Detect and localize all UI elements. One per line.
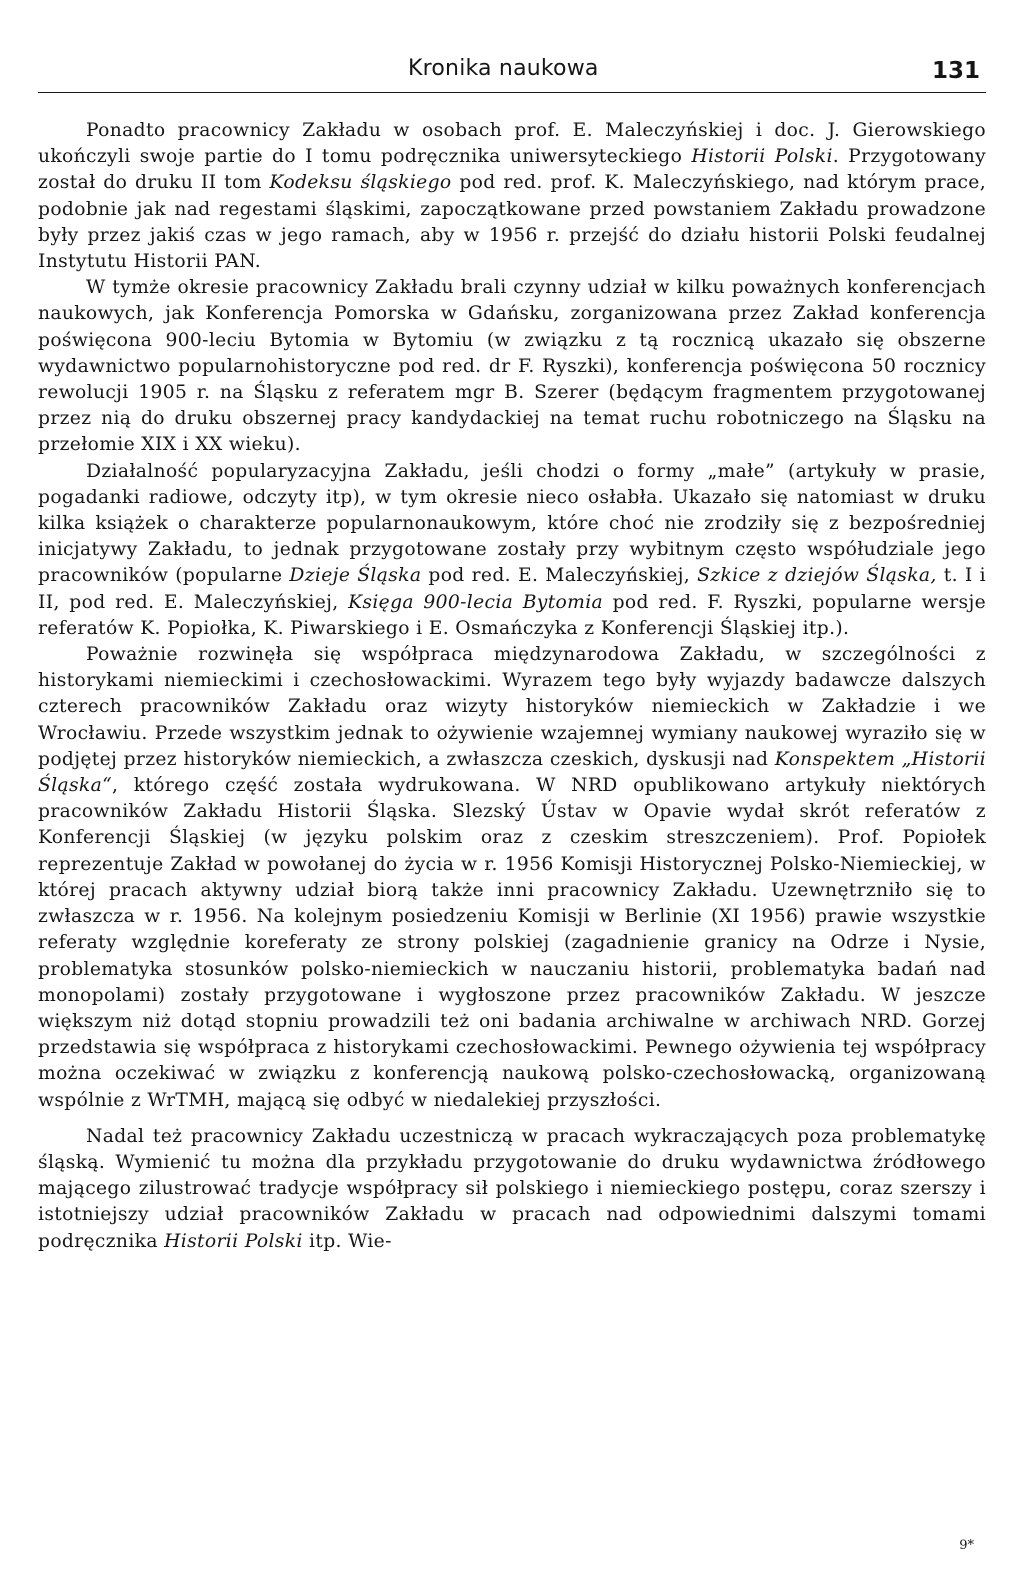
paragraph: [38, 642, 986, 1114]
italic-title-run: Księga 900-lecia Bytomia: [348, 591, 604, 613]
paragraph: [38, 118, 986, 275]
text-run: Nadal też pracownicy Zakładu uczestniczą w pracach wykraczających poza problematykę śląską. Wymienić tu można dla przykładu przygotowanie do druku wydawnictwa źródłowego mającego zilustrować tradycje współpracy sił polskiego i niemieckiego postępu, coraz szerszy i istotniejszy udział pracowników Zakładu w pracach nad odpowiednimi dalszymi tomami podręcznika: [38, 1125, 986, 1252]
italic-title-run: Historii Polski: [691, 146, 833, 168]
paragraph: [38, 1124, 986, 1255]
running-title: Kronika naukowa: [408, 56, 599, 81]
text-run: pod red. F. Ryszki, popularne wersje referatów K. Popiołka, K. Piwarskiego i E. Osmańczyka z Konferencji Śląskiej itp.).: [38, 591, 987, 639]
page-number: 131: [931, 58, 980, 84]
italic-title-run: Historii Polski: [164, 1230, 303, 1252]
text-run: Poważnie rozwinęła się współpraca międzynarodowa Zakładu, w szczególności z historykami niemieckimi i czechosłowackimi. Wyrazem tego były wyjazdy badawcze dalszych czterech pracowników Zakładu oraz wizyty historyków niemieckich w Zakładzie i we Wrocławiu. Przede wszystkim jednak to ożywienie wzajemnej wymiany naukowej wyraziło się w podjętej przez historyków niemieckich, a zwłaszcza czeskich, dyskusji nad: [38, 644, 986, 770]
italic-title-run: Konspektem „Historii Śląska“: [38, 748, 986, 797]
text-run: Ponadto pracownicy Zakładu w osobach prof. E. Maleczyńskiej i doc. J. Gierowskiego ukończyli swoje partie do I tomu podręcznika uniwersyteckiego: [38, 120, 986, 168]
text-run: W tymże okresie pracownicy Zakładu brali czynny udział w kilku poważnych konferencjach naukowych, jak Konferencja Pomorska w Gdańsku, zorganizowana przez Zakład konferencja poświęcona 900-leciu Bytomia w Bytomiu (w związku z tą rocznicą ukazało się obszerne wydawnictwo popularnohistoryczne pod red. dr F. Ryszki), konferencja poświęcona 50 rocznicy rewolucji 1905 r. na Śląsku z referatem mgr B. Szerer (będącym fragmentem przygotowanej przez nią do druku obszernej pracy kandydackiej na temat ruchu robotniczego na Śląsku na przełomie XIX i XX wieku).: [38, 277, 986, 456]
running-header: [38, 50, 986, 93]
italic-title-run: Kodeksu śląskiego: [269, 172, 452, 194]
text-run: pod red. E. Maleczyńskiej,: [421, 565, 698, 587]
text-run: . Przygotowany został do druku II tom: [38, 146, 986, 194]
text-run: itp. Wie-: [302, 1230, 392, 1252]
text-run: Działalność popularyzacyjna Zakładu, jeśli chodzi o formy „małe” (artykuły w prasie, pogadanki radiowe, odczyty itp), w tym okresie nieco osłabła. Ukazało się natomiast w druku kilka książek o charakterze popularnonaukowym, które choć nie zrodziły się z bezpośredniej inicjatywy Zakładu, to jednak przygotowane zostały przy wybitnym często współudziale jego pracowników (popularne: [38, 460, 986, 587]
printer-signature-mark: 9*: [959, 1538, 974, 1553]
article-body: [38, 118, 986, 1255]
text-run: t. I i II, pod red. E. Maleczyńskiej,: [38, 565, 986, 613]
paragraph: [38, 459, 986, 642]
paragraph: [38, 275, 986, 458]
text-run: , którego część została wydrukowana. W NRD opublikowano artykuły niektórych pracowników Zakładu Historii Śląska. Slezský Ústav w Opavie wydał skrót referatów z Konferencji Śląskiej (w języku polskim oraz z czeskim streszczeniem). Prof. Popiołek reprezentuje Zakład w powołanej do życia w r. 1956 Komisji Historycznej Polsko-Niemieckiej, w której pracach aktywny udział biorą także inni pracownicy Zakładu. Uzewnętrzniło się to zwłaszcza w r. 1956. Na kolejnym posiedzeniu Komisji w Berlinie (XI 1956) prawie wszystkie referaty względnie koreferaty ze strony polskiej (zagadnienie granicy na Odrze i Nysie, problematyka stosunków polsko-niemieckich w nauczaniu historii, problematyka badań nad monopolami) zostały przygotowane i wygłoszone przez pracowników Zakładu. W jeszcze większym niż dotąd stopniu prowadzili też oni badania archiwalne w archiwach NRD. Gorzej przedstawia się współpraca z historykami czechosłowackimi. Pewnego ożywienia tej współpracy można oczekiwać w związku z konferencją naukową polsko-czechosłowacką, organizowaną wspólnie z WrTMH, mającą się odbyć w niedalekiej przyszłości.: [38, 775, 986, 1111]
text-run: pod red. prof. K. Maleczyńskiego, nad którym prace, podobnie jak nad regestami śląskimi, zapoczątkowane przed powstaniem Zakładu prowadzone były przez jakiś czas w jego ramach, aby w 1956 r. przejść do działu historii Polski feudalnej Instytutu Historii PAN.: [38, 172, 986, 273]
italic-title-run: Szkice z dziejów Śląska,: [697, 565, 937, 587]
italic-title-run: Dzieje Śląska: [289, 565, 422, 587]
